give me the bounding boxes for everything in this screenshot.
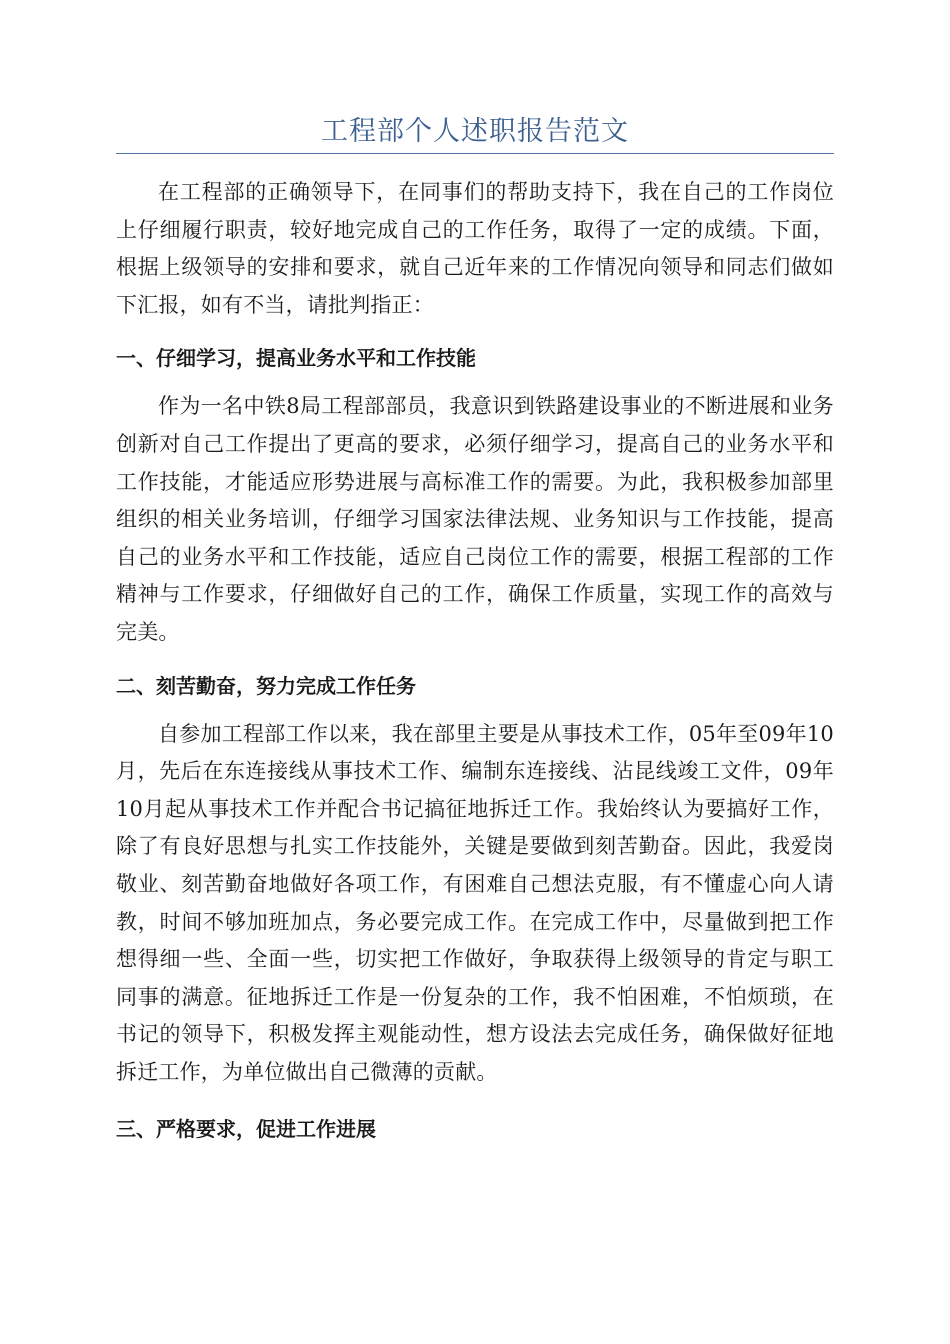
document-body	[116, 174, 834, 1157]
document-title: 工程部个人述职报告范文	[321, 116, 629, 147]
section-2-paragraph: 自参加工程部工作以来，我在部里主要是从事技术工作，05年至09年10月，先后在东连接线从事技术工作、编制东连接线、沾昆线竣工文件，09年10月起从事技术工作并配合书记搞征地拆迁工作。我始终认为要搞好工作，除了有良好思想与扎实工作技能外，关键是要做到刻苦勤奋。因此，我爱岗敬业、刻苦勤奋地做好各项工作，有困难自己想法克服，有不懂虚心向人请教，时间不够加班加点，务必要完成工作。在完成工作中，尽量做到把工作想得细一些、全面一些，切实把工作做好，争取获得上级领导的肯定与职工同事的满意。征地拆迁工作是一份复杂的工作，我不怕困难，不怕烦琐，在书记的领导下，积极发挥主观能动性，想方设法去完成任务，确保做好征地拆迁工作，为单位做出自己微薄的贡献。	[116, 721, 834, 1084]
section-1-heading: 一、仔细学习，提高业务水平和工作技能	[116, 346, 476, 371]
section-1-paragraph: 作为一名中铁8局工程部部员，我意识到铁路建设事业的不断进展和业务创新对自己工作提出了更高的要求，必须仔细学习，提高自己的业务水平和工作技能，才能适应形势进展与高标准工作的需要。为此，我积极参加部里组织的相关业务培训，仔细学习国家法律法规、业务知识与工作技能，提高自己的业务水平和工作技能，适应自己岗位工作的需要，根据工程部的工作精神与工作要求，仔细做好自己的工作，确保工作质量，实现工作的高效与完美。	[116, 394, 834, 644]
title-underline	[116, 153, 834, 154]
section-2-heading: 二、刻苦勤奋，努力完成工作任务	[116, 673, 416, 698]
intro-paragraph: 在工程部的正确领导下，在同事们的帮助支持下，我在自己的工作岗位上仔细履行职责，较好地完成自己的工作任务，取得了一定的成绩。下面，根据上级领导的安排和要求，就自己近年来的工作情况向领导和同志们做如下汇报，如有不当，请批判指正：	[116, 180, 834, 317]
section-3-heading: 三、严格要求，促进工作进展	[116, 1117, 376, 1142]
